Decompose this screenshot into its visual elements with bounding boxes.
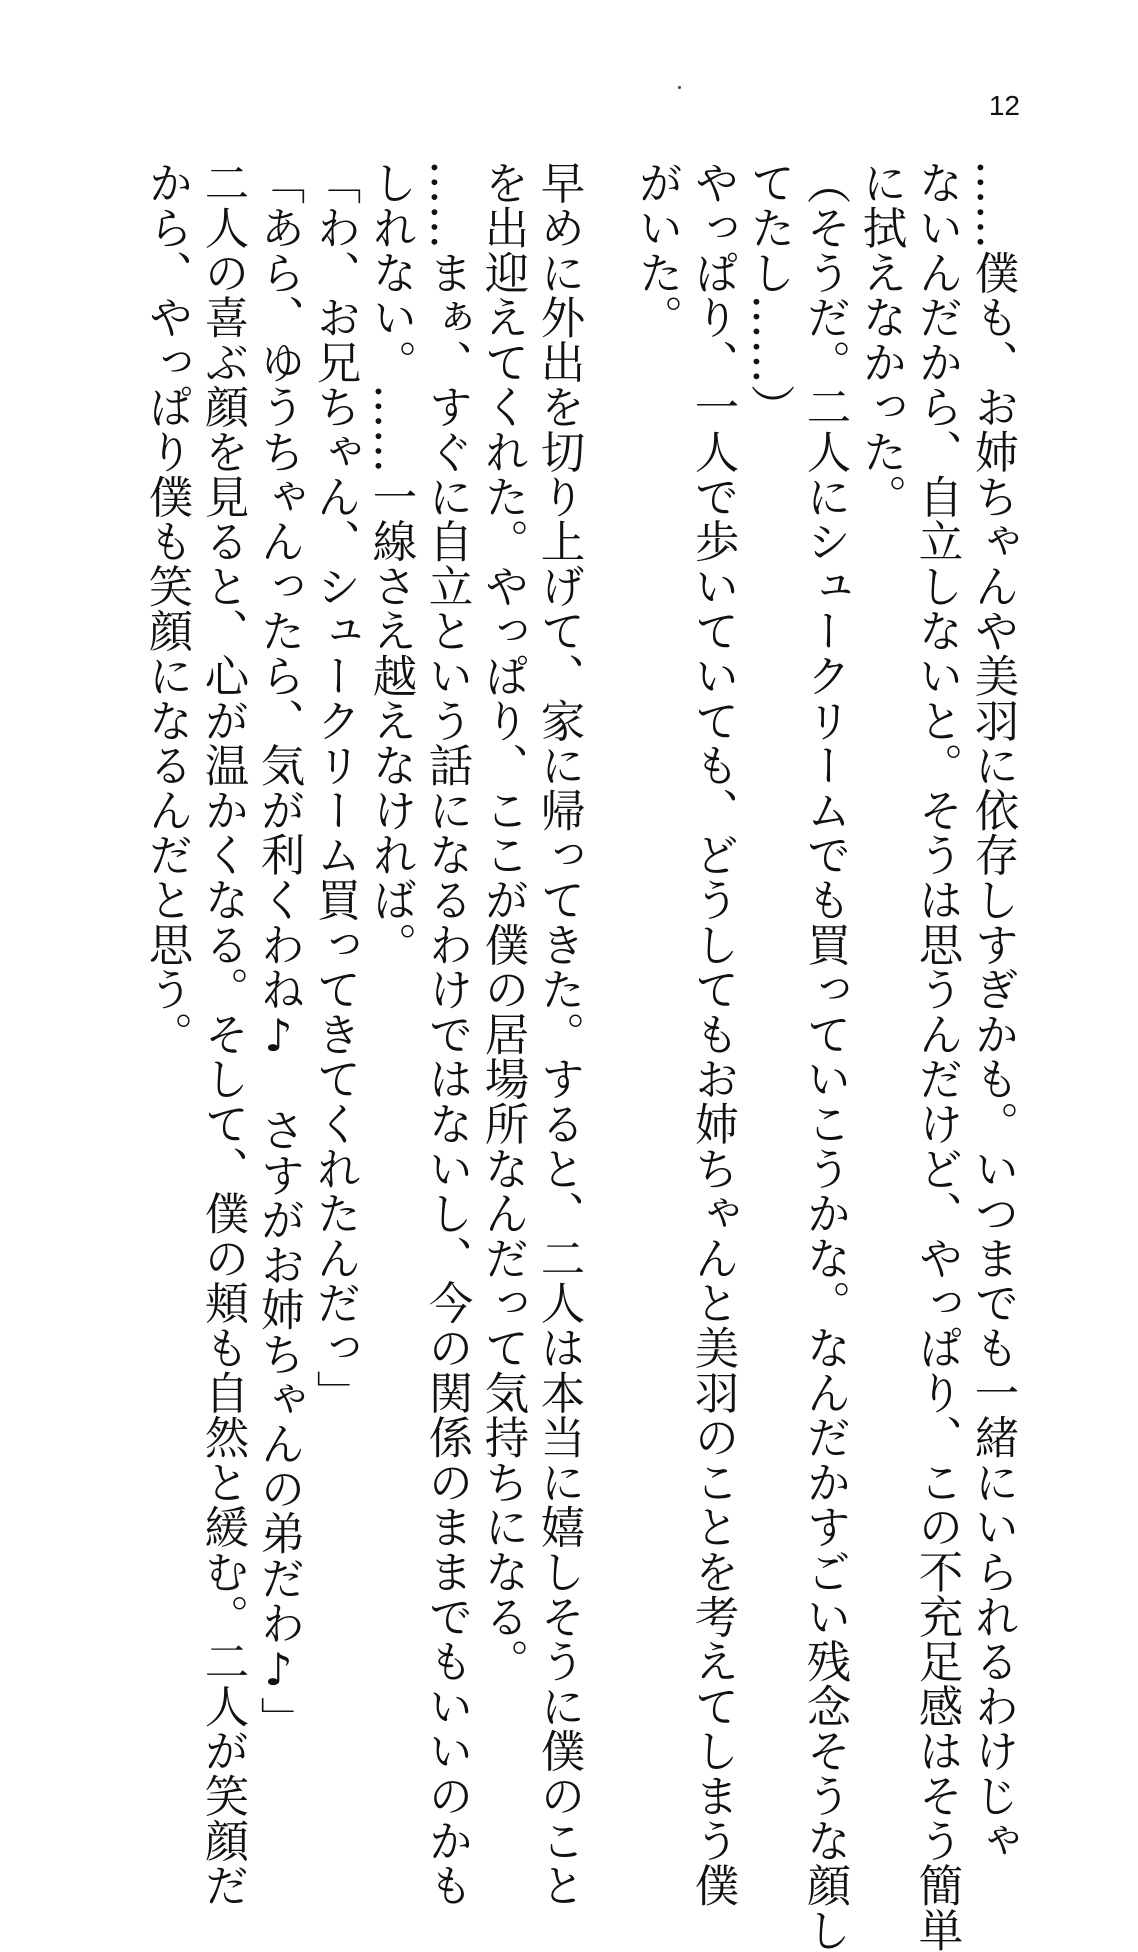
text-line: 二人の喜ぶ顔を見ると、心が温かくなる。そして、僕の頬も自然と緩む。二人が笑顔だ bbox=[197, 160, 248, 1908]
vertical-text-body bbox=[138, 160, 1020, 1952]
text-line: を出迎えてくれた。やっぱり、ここが僕の居場所なんだって気持ちになる。 bbox=[477, 160, 528, 1684]
text-line: やっぱり、一人で歩いていても、どうしてもお姉ちゃんと美羽のことを考えてしまう僕 bbox=[687, 160, 738, 1908]
text-line: ないんだから、自立しないと。そうは思うんだけど、やっぱり、この不充足感はそう簡単 bbox=[911, 160, 962, 1952]
text-line: てたし……） bbox=[743, 160, 794, 429]
text-line: に拭えなかった。 bbox=[855, 160, 906, 519]
text-line: （そうだ。二人にシュークリームでも買っていこうかな。なんだかすごい残念そうな顔し bbox=[799, 160, 850, 1952]
text-line: ……まぁ、すぐに自立という話になるわけではないし、今の関係のままでもいいのかも bbox=[421, 160, 472, 1908]
text-line: ……僕も、お姉ちゃんや美羽に依存しすぎかも。いつまでも一緒にいられるわけじゃ bbox=[967, 160, 1018, 1863]
text-line: しれない。……一線さえ越えなければ。 bbox=[365, 160, 416, 967]
page-number: 12 bbox=[988, 90, 1020, 121]
text-line: がいた。 bbox=[631, 160, 682, 340]
dialogue-line: 「あら、ゆうちゃんったら、気が利くわね♪ さすがお姉ちゃんの弟だわ♪」 bbox=[253, 160, 304, 1741]
print-speck bbox=[678, 86, 681, 89]
text-line: から、やっぱり僕も笑顔になるんだと思う。 bbox=[141, 160, 192, 1056]
text-line: 早めに外出を切り上げて、家に帰ってきた。すると、二人は本当に嬉しそうに僕のこと bbox=[533, 160, 584, 1908]
dialogue-line: 「わ、お兄ちゃん、シュークリーム買ってきてくれたんだっ」 bbox=[309, 160, 360, 1415]
